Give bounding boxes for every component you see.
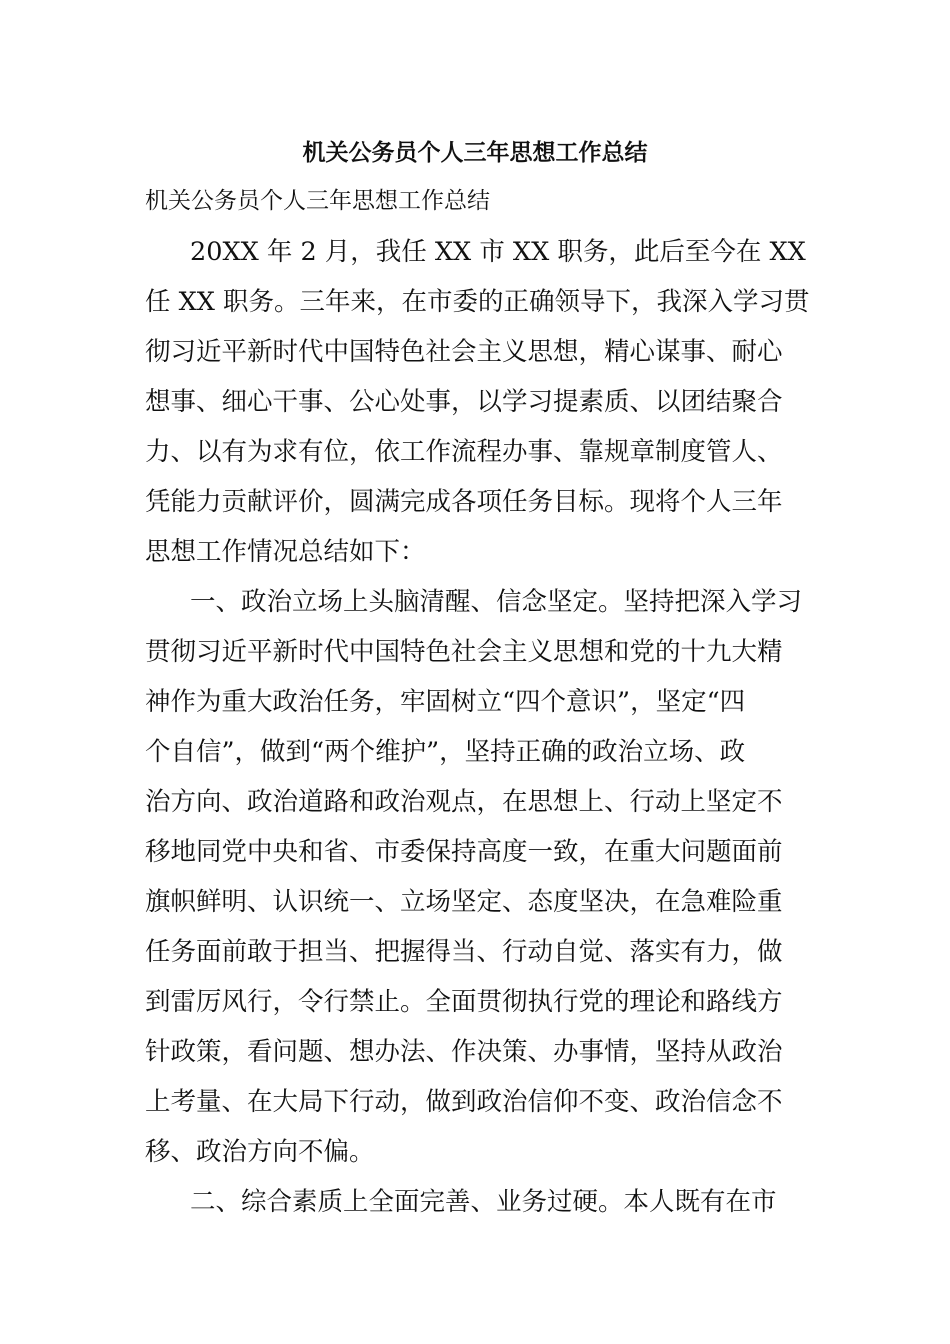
body-line-11: 个自信”，做到“两个维护”，坚持正确的政治立场、政 xyxy=(145,737,746,767)
body-line-4: 想事、细心干事、公心处事，以学习提素质、以团结聚合 xyxy=(145,387,783,417)
body-line-1: 20XX 年 2 月，我任 XX 市 XX 职务，此后至今在 XX xyxy=(190,237,806,267)
body-line-17: 针政策，看问题、想办法、作决策、办事情，坚持从政治 xyxy=(145,1037,783,1067)
body-line-3: 彻习近平新时代中国特色社会主义思想，精心谋事、耐心 xyxy=(145,337,783,367)
body-line-9: 贯彻习近平新时代中国特色社会主义思想和党的十九大精 xyxy=(145,637,783,667)
body-line-13: 移地同党中央和省、市委保持高度一致，在重大问题面前 xyxy=(145,837,783,867)
body-line-18: 上考量、在大局下行动，做到政治信仰不变、政治信念不 xyxy=(145,1087,783,1117)
body-line-7: 思想工作情况总结如下： xyxy=(145,537,426,567)
body-line-14: 旗帜鲜明、认识统一、立场坚定、态度坚决，在急难险重 xyxy=(145,887,783,917)
body-line-15: 任务面前敢于担当、把握得当、行动自觉、落实有力，做 xyxy=(145,937,783,967)
body-line-12: 治方向、政治道路和政治观点，在思想上、行动上坚定不 xyxy=(145,787,783,817)
body-line-2: 任 XX 职务。三年来，在市委的正确领导下，我深入学习贯 xyxy=(145,287,810,317)
body-line-10: 神作为重大政治任务，牢固树立“四个意识”，坚定“四 xyxy=(145,687,746,717)
document-title: 机关公务员个人三年思想工作总结 xyxy=(302,139,648,166)
body-line-20: 二、综合素质上全面完善、业务过硬。本人既有在市 xyxy=(190,1187,777,1217)
document-subtitle: 机关公务员个人三年思想工作总结 xyxy=(145,188,490,214)
body-line-5: 力、以有为求有位，依工作流程办事、靠规章制度管人、 xyxy=(145,437,783,467)
body-line-6: 凭能力贡献评价，圆满完成各项任务目标。现将个人三年 xyxy=(145,487,783,517)
body-line-8: 一、政治立场上头脑清醒、信念坚定。坚持把深入学习 xyxy=(190,587,803,617)
body-line-19: 移、政治方向不偏。 xyxy=(145,1137,375,1167)
body-line-16: 到雷厉风行，令行禁止。全面贯彻执行党的理论和路线方 xyxy=(145,987,783,1017)
